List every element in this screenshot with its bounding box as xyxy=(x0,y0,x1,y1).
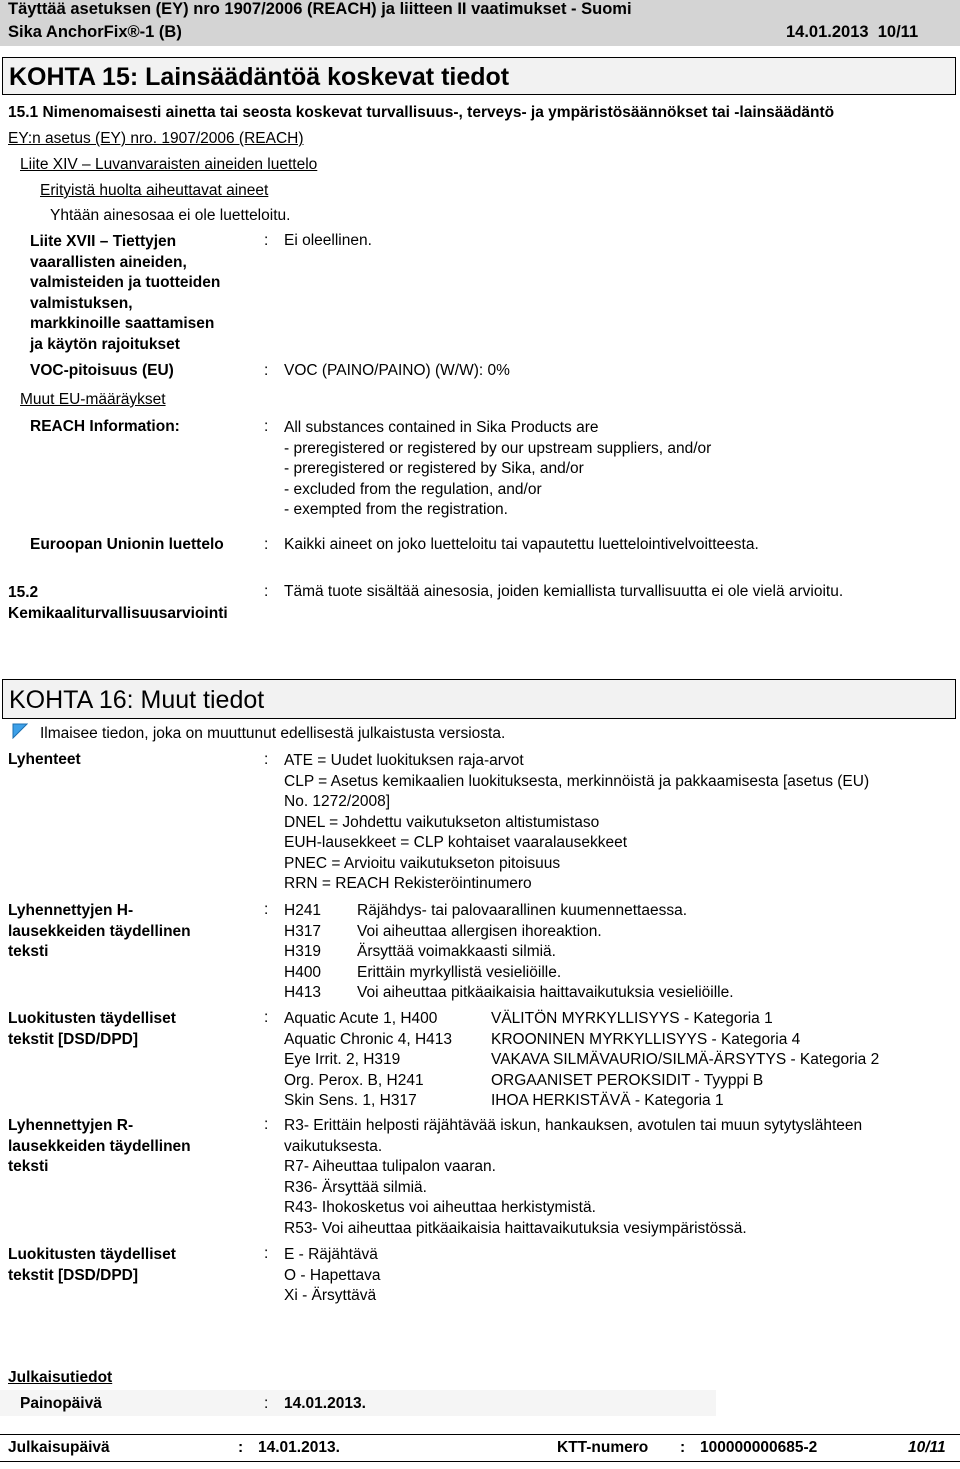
colon: : xyxy=(264,1116,269,1133)
h-statements-label xyxy=(8,901,191,963)
change-note: Ilmaisee tiedon, joka on muuttunut edellisestä julkaistusta versiosta. xyxy=(40,725,506,742)
text-line: R36- Ärsyttää silmiä. xyxy=(284,1178,427,1196)
svhc-link[interactable]: Erityistä huolta aiheuttavat aineet xyxy=(40,182,269,199)
eu-list-value: Kaikki aineet on joko luetteloitu tai vapautettu luettelointivelvoitteesta. xyxy=(284,536,759,553)
colon: : xyxy=(264,1245,269,1262)
text-line: R43- Ihokosketus voi aiheuttaa herkistymistä. xyxy=(284,1199,596,1216)
h-code: H241 xyxy=(284,902,322,919)
text-line: vaikutuksesta. xyxy=(284,1137,383,1155)
colon: : xyxy=(264,232,269,249)
table-row xyxy=(284,963,734,984)
h-text: Voi aiheuttaa allergisen ihoreaktion. xyxy=(357,922,602,940)
colon: : xyxy=(264,1395,269,1412)
label-line: ja käytön rajoitukset xyxy=(30,335,180,353)
classification-2-label xyxy=(8,1245,176,1286)
footer-pub-date-value: 14.01.2013. xyxy=(258,1439,340,1456)
svhc-text: Yhtään ainesosaa ei ole luetteloitu. xyxy=(50,207,291,224)
text-line: O - Hapettava xyxy=(284,1266,381,1284)
class-text: KROONINEN MYRKYLLISYYS - Kategoria 4 xyxy=(491,1030,801,1048)
footer-ktt-value: 100000000685-2 xyxy=(700,1439,818,1456)
label-line: Luokitusten täydelliset xyxy=(8,1010,176,1027)
print-date-value: 14.01.2013. xyxy=(284,1395,366,1412)
colon: : xyxy=(264,901,269,918)
section-15-1-title: 15.1 Nimenomaisesti ainetta tai seosta koskevat turvallisuus-, terveys- ja ympäristösäännökset tai -lainsäädäntö xyxy=(8,104,835,121)
text-line: E - Räjähtävä xyxy=(284,1246,378,1263)
table-row xyxy=(284,901,734,922)
text-line: CLP = Asetus kemikaalien luokituksesta, merkinnöistä ja pakkaamisesta [asetus (EU) xyxy=(284,772,870,790)
r-phrases-list xyxy=(284,1116,862,1239)
header-title: Täyttää asetuksen (EY) nro 1907/2006 (REACH) ja liitteen II vaatimukset - Suomi xyxy=(8,0,632,18)
csa-label xyxy=(8,583,228,624)
label-line: valmistuksen, xyxy=(30,294,133,312)
h-code: H400 xyxy=(284,963,322,981)
class-text: IHOA HERKISTÄVÄ - Kategoria 1 xyxy=(491,1092,724,1109)
label-line: Lyhennettyjen H- xyxy=(8,902,134,919)
label-line: Kemikaaliturvallisuusarviointi xyxy=(8,604,228,622)
label-line: Lyhennettyjen R- xyxy=(8,1117,134,1134)
classification-label xyxy=(8,1009,176,1050)
class-text: ORGAANISET PEROKSIDIT - Tyyppi B xyxy=(491,1071,764,1089)
h-text: Erittäin myrkyllistä vesieliöille. xyxy=(357,963,562,981)
h-text: Ärsyttää voimakkaasti silmiä. xyxy=(357,943,556,960)
voc-value: VOC (PAINO/PAINO) (W/W): 0% xyxy=(284,362,510,379)
class-code: Aquatic Acute 1, H400 xyxy=(284,1010,438,1027)
section-16-heading xyxy=(2,679,956,719)
annex-14-link[interactable]: Liite XIV – Luvanvaraisten aineiden luettelo xyxy=(20,156,318,173)
colon: : xyxy=(264,536,269,553)
text-line: - excluded from the regulation, and/or xyxy=(284,480,542,498)
reach-info-label: REACH Information: xyxy=(30,418,180,435)
text-line: DNEL = Johdettu vaikutukseton altistumistaso xyxy=(284,813,600,831)
print-date-label: Painopäivä xyxy=(20,1395,102,1412)
section-15-heading-text: KOHTA 15: Lainsäädäntöä koskevat tiedot xyxy=(9,63,510,91)
text-line: No. 1272/2008] xyxy=(284,793,391,810)
other-eu-regulations-link[interactable]: Muut EU-määräykset xyxy=(20,391,166,408)
text-line: R7- Aiheuttaa tulipalon vaaran. xyxy=(284,1158,496,1175)
h-code: H319 xyxy=(284,943,322,960)
header-date-page: 14.01.2013 10/11 xyxy=(786,23,919,41)
section-16-heading-text: KOHTA 16: Muut tiedot xyxy=(9,686,265,714)
class-code: Eye Irrit. 2, H319 xyxy=(284,1051,401,1068)
label-line: markkinoille saattamisen xyxy=(30,315,215,332)
text-line: ATE = Uudet luokituksen raja-arvot xyxy=(284,752,524,769)
table-row xyxy=(284,1071,879,1092)
colon: : xyxy=(264,751,269,768)
text-line: PNEC = Arvioitu vaikutukseton pitoisuus xyxy=(284,854,561,872)
footer-pub-date-label: Julkaisupäivä xyxy=(8,1439,110,1456)
classification-table xyxy=(284,1009,879,1112)
r-phrases-label xyxy=(8,1116,191,1178)
voc-label: VOC-pitoisuus (EU) xyxy=(30,362,174,379)
reach-regulation-link[interactable]: EY:n asetus (EY) nro. 1907/2006 (REACH) xyxy=(8,130,304,147)
reach-info-value xyxy=(284,418,711,521)
annex-17-value: Ei oleellinen. xyxy=(284,232,372,249)
text-line: Xi - Ärsyttävä xyxy=(284,1287,377,1304)
text-line: EUH-lausekkeet = CLP kohtaiset vaaralausekkeet xyxy=(284,834,628,851)
label-line: lausekkeiden täydellinen xyxy=(8,1137,191,1155)
class-code: Skin Sens. 1, H317 xyxy=(284,1092,417,1109)
colon: : xyxy=(264,583,269,600)
colon: : xyxy=(238,1439,244,1456)
annex-17-label xyxy=(30,232,220,355)
footer-page-number: 10/11 xyxy=(908,1439,946,1456)
label-line: tekstit [DSD/DPD] xyxy=(8,1030,139,1048)
table-row xyxy=(284,1050,879,1071)
label-line: valmisteiden ja tuotteiden xyxy=(30,274,221,291)
colon: : xyxy=(264,418,269,435)
h-code: H413 xyxy=(284,984,322,1001)
eu-list-label: Euroopan Unionin luettelo xyxy=(30,536,224,553)
label-line: vaarallisten aineiden, xyxy=(30,253,187,271)
header-product: Sika AnchorFix®-1 (B) xyxy=(8,23,182,41)
abbreviations-list xyxy=(284,751,869,895)
section-15-heading xyxy=(2,57,956,95)
table-row xyxy=(284,983,734,1004)
text-line: - preregistered or registered by Sika, and/or xyxy=(284,460,584,477)
text-line: - preregistered or registered by our upstream suppliers, and/or xyxy=(284,439,712,457)
colon: : xyxy=(264,1009,269,1026)
label-line: lausekkeiden täydellinen xyxy=(8,922,191,940)
table-row xyxy=(284,922,734,943)
class-text: VAKAVA SILMÄVAURIO/SILMÄ-ÄRSYTYS - Kategoria 2 xyxy=(491,1051,880,1068)
table-row xyxy=(284,942,734,963)
class-text: VÄLITÖN MYRKYLLISYYS - Kategoria 1 xyxy=(491,1010,773,1027)
colon: : xyxy=(680,1439,686,1456)
classification-2-list xyxy=(284,1245,381,1307)
text-line: RRN = REACH Rekisteröintinumero xyxy=(284,875,532,892)
h-text: Räjähdys- tai palovaarallinen kuumennettaessa. xyxy=(357,902,688,919)
class-code: Org. Perox. B, H241 xyxy=(284,1071,424,1089)
text-line: R53- Voi aiheuttaa pitkäaikaisia haittavaikutuksia vesiympäristössä. xyxy=(284,1219,747,1237)
class-code: Aquatic Chronic 4, H413 xyxy=(284,1030,453,1048)
csa-value: Tämä tuote sisältää ainesosia, joiden kemiallista turvallisuutta ei ole vielä arvioitu. xyxy=(284,583,844,600)
colon: : xyxy=(264,362,269,379)
label-line: teksti xyxy=(8,943,49,960)
table-row xyxy=(284,1091,879,1112)
text-line: R3- Erittäin helposti räjähtävää iskun, hankauksen, avotulen tai muun sytytyslähteen xyxy=(284,1117,863,1134)
text-line: All substances contained in Sika Products are xyxy=(284,419,599,436)
abbreviations-label: Lyhenteet xyxy=(8,751,81,768)
text-line: - exempted from the registration. xyxy=(284,501,508,518)
table-row xyxy=(284,1030,879,1051)
change-marker-icon xyxy=(12,723,28,739)
h-statements-table xyxy=(284,901,734,1004)
publication-info-heading: Julkaisutiedot xyxy=(8,1369,113,1386)
h-text: Voi aiheuttaa pitkäaikaisia haittavaikutuksia vesieliöille. xyxy=(357,984,734,1001)
label-line: Luokitusten täydelliset xyxy=(8,1246,176,1263)
footer-ktt-label: KTT-numero xyxy=(557,1439,649,1456)
label-line: Liite XVII – Tiettyjen xyxy=(30,233,177,250)
label-line: teksti xyxy=(8,1158,49,1175)
label-line: 15.2 xyxy=(8,584,39,601)
table-row xyxy=(284,1009,879,1030)
h-code: H317 xyxy=(284,922,322,940)
label-line: tekstit [DSD/DPD] xyxy=(8,1266,139,1284)
